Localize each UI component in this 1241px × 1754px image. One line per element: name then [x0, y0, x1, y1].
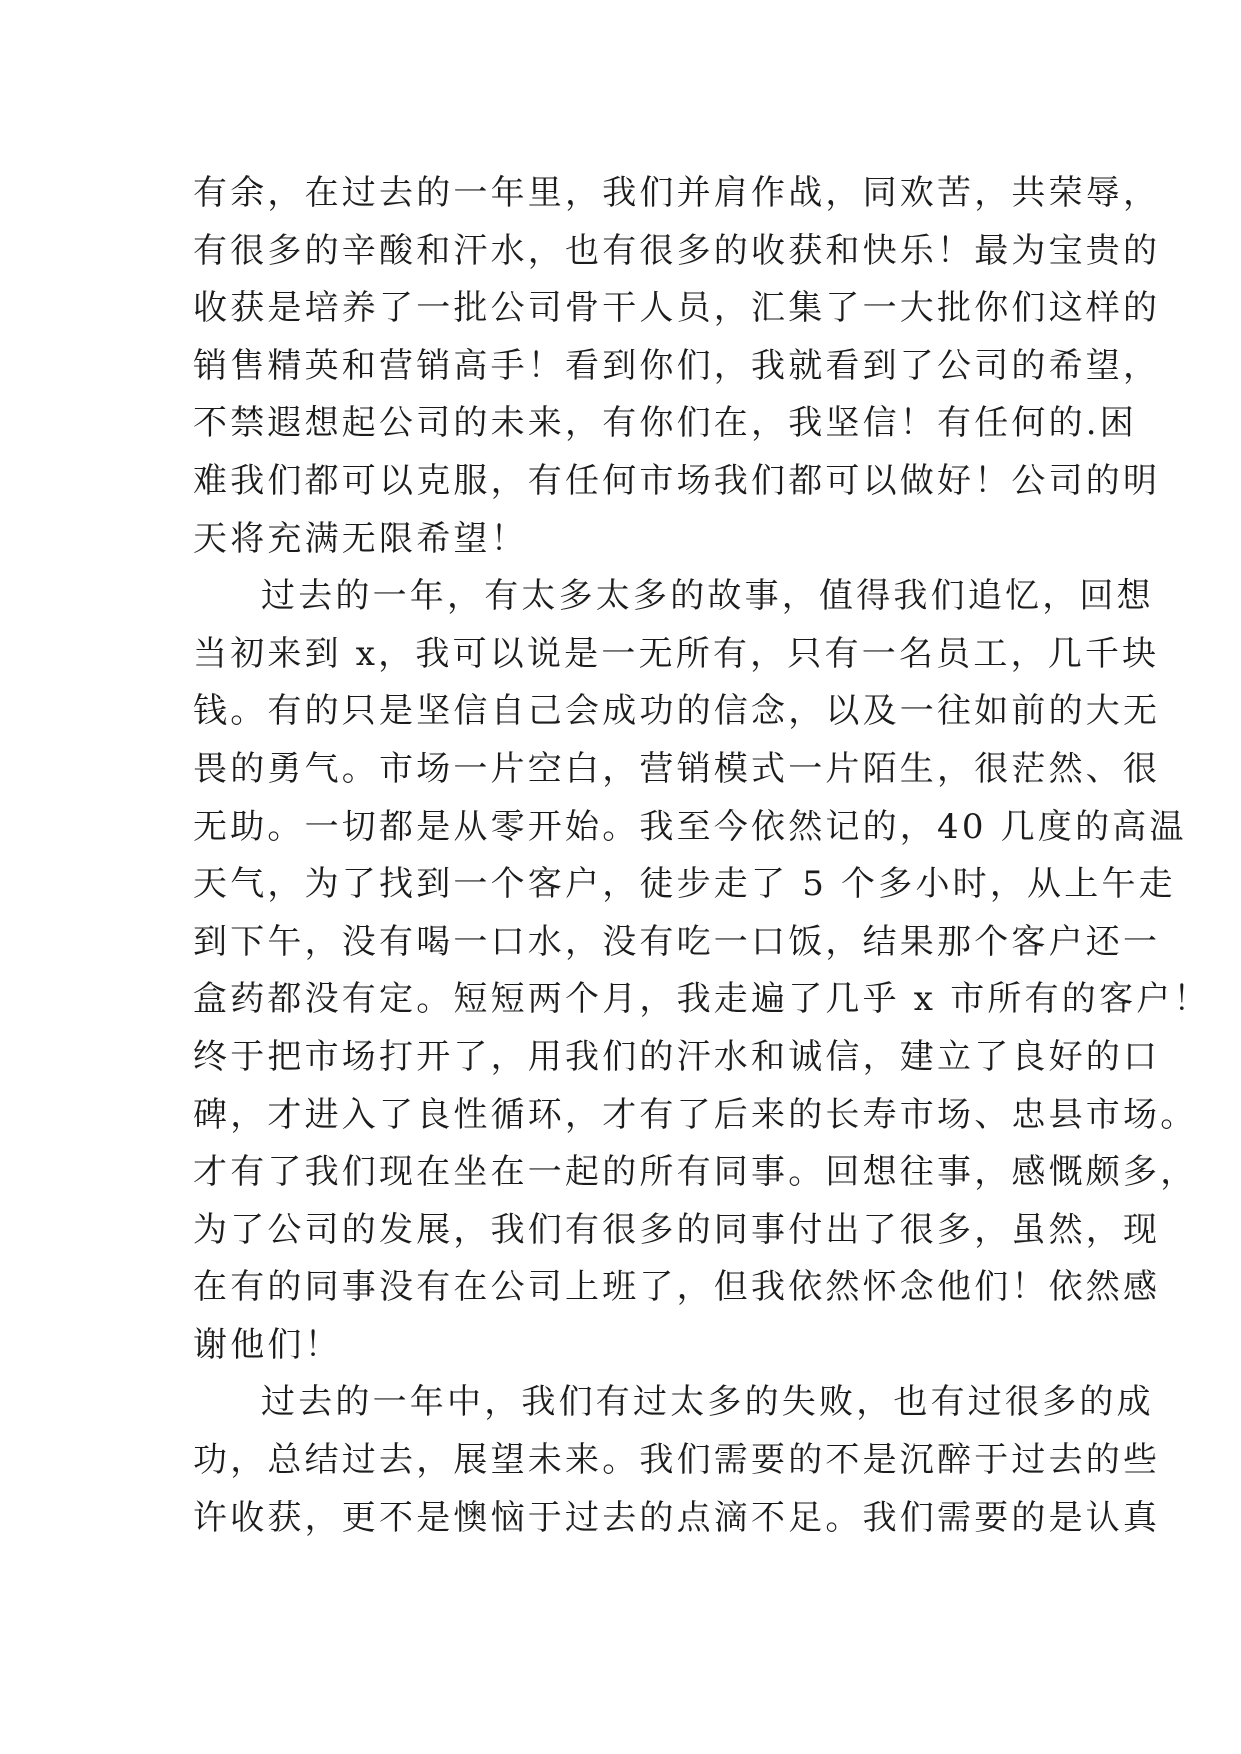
text-line: 许收获，更不是懊恼于过去的点滴不足。我们需要的是认真 — [193, 1497, 1161, 1538]
text-line: 才有了我们现在坐在一起的所有同事。回想往事，感慨颇多， — [193, 1152, 1198, 1193]
text-line: 钱。有的只是坚信自己会成功的信念，以及一往如前的大无 — [193, 691, 1161, 732]
body-text — [193, 165, 1211, 1547]
text-line: 终于把市场打开了，用我们的汗水和诚信，建立了良好的口 — [193, 1036, 1161, 1077]
text-line: 难我们都可以克服，有任何市场我们都可以做好！公司的明 — [193, 460, 1161, 501]
text-line: 不禁遐想起公司的未来，有你们在，我坚信！有任何的.困 — [193, 403, 1138, 444]
text-line: 为了公司的发展，我们有很多的同事付出了很多，虽然，现 — [193, 1209, 1161, 1250]
text-line: 有很多的辛酸和汗水，也有很多的收获和快乐！最为宝贵的 — [193, 230, 1161, 271]
text-line: 谢他们！ — [193, 1324, 342, 1365]
text-line: 在有的同事没有在公司上班了，但我依然怀念他们！依然感 — [193, 1267, 1161, 1308]
text-line: 无助。一切都是从零开始。我至今依然记的，40 几度的高温 — [193, 806, 1187, 847]
text-line: 到下午，没有喝一口水，没有吃一口饭，结果那个客户还一 — [193, 921, 1161, 962]
text-line: 销售精英和营销高手！看到你们，我就看到了公司的希望， — [193, 345, 1161, 386]
text-line: 碑，才进入了良性循环，才有了后来的长寿市场、忠县市场。 — [193, 1094, 1198, 1135]
text-line: 有余，在过去的一年里，我们并肩作战，同欢苦，共荣辱， — [193, 173, 1161, 213]
paragraph-first-line: 过去的一年中，我们有过太多的失败，也有过很多的成 — [261, 1382, 1154, 1423]
text-line: 畏的勇气。市场一片空白，营销模式一片陌生，很茫然、很 — [193, 748, 1161, 789]
text-line: 盒药都没有定。短短两个月，我走遍了几乎 x 市所有的客户！ — [193, 979, 1211, 1020]
text-line: 天将充满无限希望！ — [193, 518, 528, 559]
text-line: 功，总结过去，展望未来。我们需要的不是沉醉于过去的些 — [193, 1440, 1161, 1481]
text-line: 收获是培养了一批公司骨干人员，汇集了一大批你们这样的 — [193, 288, 1161, 329]
text-line: 天气，为了找到一个客户，徒步走了 5 个多小时，从上午走 — [193, 864, 1176, 905]
paragraph-first-line: 过去的一年，有太多太多的故事，值得我们追忆，回想 — [261, 576, 1154, 617]
text-line: 当初来到 x，我可以说是一无所有，只有一名员工，几千块 — [193, 633, 1160, 674]
